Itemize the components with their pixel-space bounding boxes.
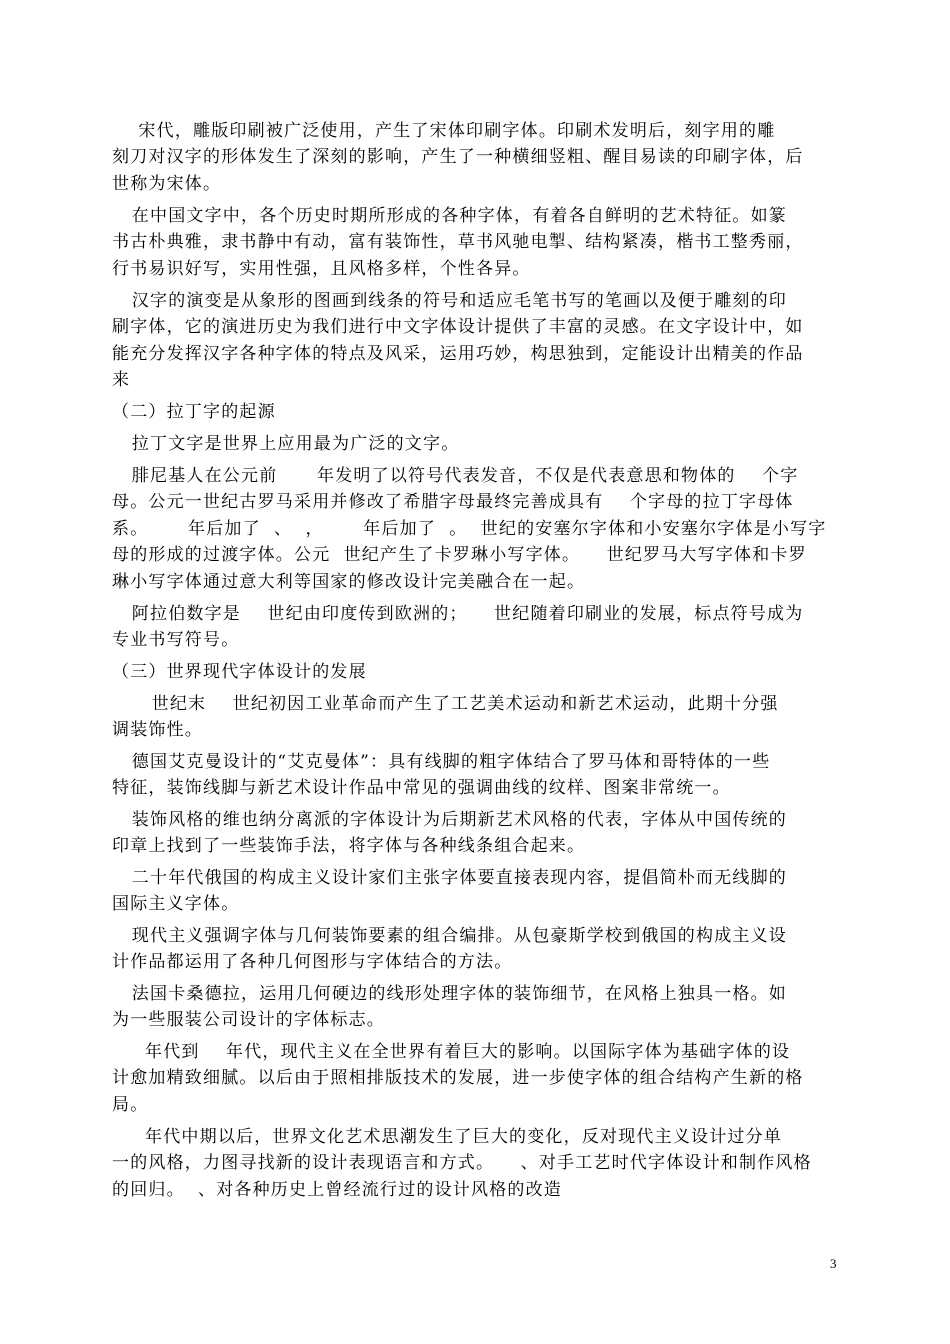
section-heading: （二）拉丁字的起源 [112,402,276,422]
body-text-line: 来 [112,370,131,390]
body-text-line: 为一些服装公司设计的字体标志。 [112,1010,385,1030]
body-text-line: 腓尼基人在公元前 年发明了以符号代表发音，不仅是代表意思和物体的 个字 [112,466,799,486]
body-text-line: 国际主义字体。 [112,894,240,914]
body-text-line: 计作品都运用了各种几何图形与字体结合的方法。 [112,952,513,972]
body-text-line: 装饰风格的维也纳分离派的字体设计为后期新艺术风格的代表，字体从中国传统的 [112,810,788,830]
body-text-line: 调装饰性。 [112,720,203,740]
body-text-line: 刻刀对汉字的形体发生了深刻的影响，产生了一种横细竖粗、醒目易读的印刷字体，后 [112,147,804,167]
body-text-line: 书古朴典雅，隶书静中有动，富有装饰性，草书风驰电掣、结构紧凑，楷书工整秀丽， [112,232,804,252]
page-number: 3 [830,1256,837,1271]
body-text-line: 局。 [112,1095,149,1115]
body-text-line: 母。公元一世纪古罗马采用并修改了希腊字母最终完善成具有 个字母的拉丁字母体 [112,492,794,512]
body-text-line: 阿拉伯数字是 世纪由印度传到欧洲的； 世纪随着印刷业的发展，标点符号成为 [112,604,804,624]
body-text-line: 系。 年后加了 、 ， 年后加了 。 世纪的安塞尔字体和小安塞尔字体是小写字 [112,519,827,539]
body-text-line: 刷字体，它的演进历史为我们进行中文字体设计提供了丰富的灵感。在文字设计中，如 [112,317,804,337]
body-text-line: 行书易识好写，实用性强，且风格多样，个性各异。 [112,259,531,279]
body-text-line: 的回归。 、对各种历史上曾经流行过的设计风格的改造 [112,1180,563,1200]
body-text-line: 现代主义强调字体与几何装饰要素的组合编排。从包豪斯学校到俄国的构成主义设 [112,926,788,946]
section-heading: （三）世界现代字体设计的发展 [112,662,367,682]
body-text-line: 拉丁文字是世界上应用最为广泛的文字。 [112,434,460,454]
body-text-line: 汉字的演变是从象形的图画到线条的符号和适应毛笔书写的笔画以及便于雕刻的印 [112,291,788,311]
body-text-line: 宋代，雕版印刷被广泛使用，产生了宋体印刷字体。印刷术发明后，刻字用的雕 [112,121,776,141]
body-text-line: 世称为宋体。 [112,174,222,194]
body-text-line: 计愈加精致细腻。以后由于照相排版技术的发展，进一步使字体的组合结构产生新的格 [112,1068,804,1088]
body-text-line: 印章上找到了一些装饰手法，将字体与各种线条组合起来。 [112,836,586,856]
body-text-line: 琳小写字体通过意大利等国家的修改设计完美融合在一起。 [112,572,586,592]
body-text-line: 能充分发挥汉字各种字体的特点及风采，运用巧妙，构思独到，定能设计出精美的作品 [112,344,804,364]
body-text-line: 在中国文字中，各个历史时期所形成的各种字体，有着各自鲜明的艺术特征。如篆 [112,206,788,226]
body-text-line: 年代到 年代，现代主义在全世界有着巨大的影响。以国际字体为基础字体的设 [112,1042,791,1062]
body-text-line: 二十年代俄国的构成主义设计家们主张字体要直接表现内容，提倡简朴而无线脚的 [112,868,788,888]
body-text-line: 德国艾克曼设计的“艾克曼体”：具有线脚的粗字体结合了罗马体和哥特体的一些 [112,752,771,772]
body-text-line: 世纪末 世纪初因工业革命而产生了工艺美术运动和新艺术运动，此期十分强 [112,694,779,714]
body-text-line: 母的形成的过渡字体。公元 世纪产生了卡罗琳小写字体。 世纪罗马大写字体和卡罗 [112,545,807,565]
body-text-line: 特征，装饰线脚与新艺术设计作品中常见的强调曲线的纹样、图案非常统一。 [112,778,731,798]
body-text-line: 法国卡桑德拉，运用几何硬边的线形处理字体的装饰细节，在风格上独具一格。如 [112,984,788,1004]
body-text-line: 一的风格，力图寻找新的设计表现语言和方式。 、对手工艺时代字体设计和制作风格 [112,1153,812,1173]
body-text-line: 年代中期以后，世界文化艺术思潮发生了巨大的变化，反对现代主义设计过分单 [112,1127,783,1147]
body-text-line: 专业书写符号。 [112,630,240,650]
